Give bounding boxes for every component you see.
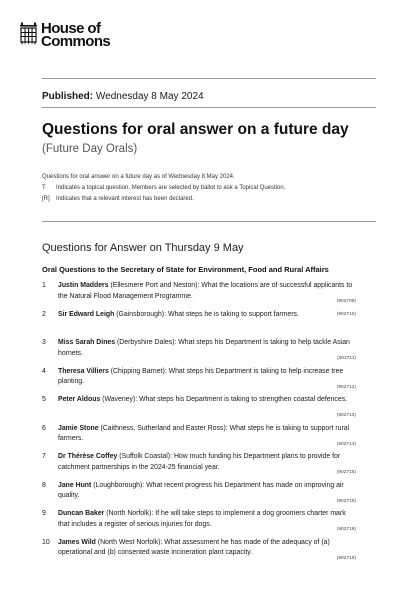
department-heading: Oral Questions to the Secretary of State for Environment, Food and Rural Affairs (42, 265, 329, 274)
question-ref: (902716) (336, 498, 356, 504)
logo-line-2: Commons (41, 33, 111, 50)
question-text: What the locations are of successful applicants to the Natural Flood Management Programme. (58, 282, 353, 300)
question-constituency: (Gainsborough): (116, 310, 167, 318)
question-text: How much funding his Department plans to provide for catchment partnerships in the 2024-25 financial year. (58, 453, 341, 471)
question-ref: (902713) (336, 413, 356, 418)
question-number: 8 (42, 481, 46, 489)
intro-block (42, 172, 372, 205)
question-member: Theresa Villiers (58, 367, 109, 375)
portcullis-icon (20, 22, 37, 46)
divider-published (42, 107, 376, 108)
question-constituency: (North Norfolk): (106, 510, 154, 517)
divider-intro (42, 221, 376, 222)
house-of-commons-logo (20, 22, 110, 48)
published-label: Published: (42, 91, 94, 102)
question-number: 6 (42, 424, 46, 432)
question-constituency: (Derbyshire Dales): (117, 339, 177, 346)
question-ref: (902712) (336, 384, 356, 390)
key-symbol: T (42, 185, 46, 191)
question-member: Sir Edward Leigh (58, 310, 115, 318)
question-item (42, 509, 356, 538)
question-constituency: (Ellesmere Port and Neston): (110, 282, 200, 289)
question-member: Dr Thérèse Coffey (58, 453, 118, 460)
question-number: 7 (42, 453, 46, 460)
question-number: 1 (42, 282, 46, 289)
key-description: Indicates a topical question. Members are selected by ballot to ask a Topical Question. (56, 185, 286, 191)
question-ref: (902718) (336, 527, 356, 532)
question-item (42, 452, 356, 481)
page-title: Questions for oral answer on a future day (42, 121, 349, 138)
question-text: What steps he is taking to support farmers. (167, 310, 299, 318)
question-item (42, 538, 356, 567)
question-member: Justin Madders (58, 282, 109, 289)
question-constituency: (Caithness, Sutherland and Easter Ross): (100, 424, 228, 432)
question-item (42, 481, 356, 510)
question-text: What recent progress his Department has made on improving air quality. (58, 481, 344, 499)
question-item (42, 338, 356, 367)
question-member: Peter Aldous (58, 396, 101, 403)
page-subtitle: (Future Day Orals) (42, 143, 138, 155)
key-row-topical (42, 183, 372, 194)
question-item (42, 424, 356, 453)
question-constituency: (Suffolk Coastal): (119, 453, 173, 460)
question-member: Jane Hunt (58, 481, 92, 489)
question-ref: (902719) (336, 555, 356, 561)
question-number: 2 (42, 310, 46, 318)
question-constituency: (Loughborough): (93, 481, 145, 489)
published-line (42, 91, 204, 102)
section-heading: Questions for Answer on Thursday 9 May (42, 242, 244, 254)
question-number: 9 (42, 510, 46, 517)
question-text: What steps his Department is taking to help tackle Asian hornets. (58, 339, 350, 357)
question-constituency: (Chipping Barnet): (110, 367, 167, 375)
divider-top (42, 78, 376, 79)
question-item (42, 310, 356, 339)
question-number: 5 (42, 396, 46, 403)
question-ref: (902715) (336, 470, 356, 475)
question-item (42, 367, 356, 396)
question-ref: (902709) (336, 299, 356, 304)
key-row-interest (42, 194, 372, 205)
question-ref: (902714) (336, 441, 356, 447)
question-text: What assessment he has made of the adequacy of (a) operational and (b) consented waste incineration plant capacity. (58, 538, 330, 556)
question-number: 3 (42, 339, 46, 346)
question-text: What steps his Department is taking to strengthen coastal defences. (139, 396, 348, 403)
questions-list (42, 281, 356, 566)
question-item (42, 395, 356, 424)
published-date: Wednesday 8 May 2024 (95, 91, 204, 102)
question-text: What steps his Department is taking to help increase tree planting. (58, 367, 344, 385)
question-number: 10 (42, 538, 50, 546)
question-number: 4 (42, 367, 46, 375)
question-ref: (902711) (337, 356, 356, 361)
question-member: Duncan Baker (58, 510, 105, 517)
intro-line: Questions for oral answer on a future day as of Wednesday 8 May 2024. (42, 174, 235, 180)
question-member: Jamie Stone (58, 424, 99, 432)
question-text: What steps he is taking to support rural farmers. (58, 424, 350, 442)
question-member: Miss Sarah Dines (58, 339, 116, 346)
question-item (42, 281, 356, 310)
question-member: James Wild (58, 538, 96, 546)
question-text: If he will take steps to implement a dog groomers charter mark that includes a register of serious injuries for dogs. (58, 510, 346, 528)
key-symbol: [R] (42, 196, 50, 202)
logo-line-1: House of (41, 20, 101, 37)
question-constituency: (North West Norfolk): (97, 538, 163, 546)
key-description: Indicates that a relevant interest has been declared. (56, 196, 194, 202)
question-ref: (902710) (336, 311, 356, 317)
question-constituency: (Waveney): (102, 396, 138, 403)
